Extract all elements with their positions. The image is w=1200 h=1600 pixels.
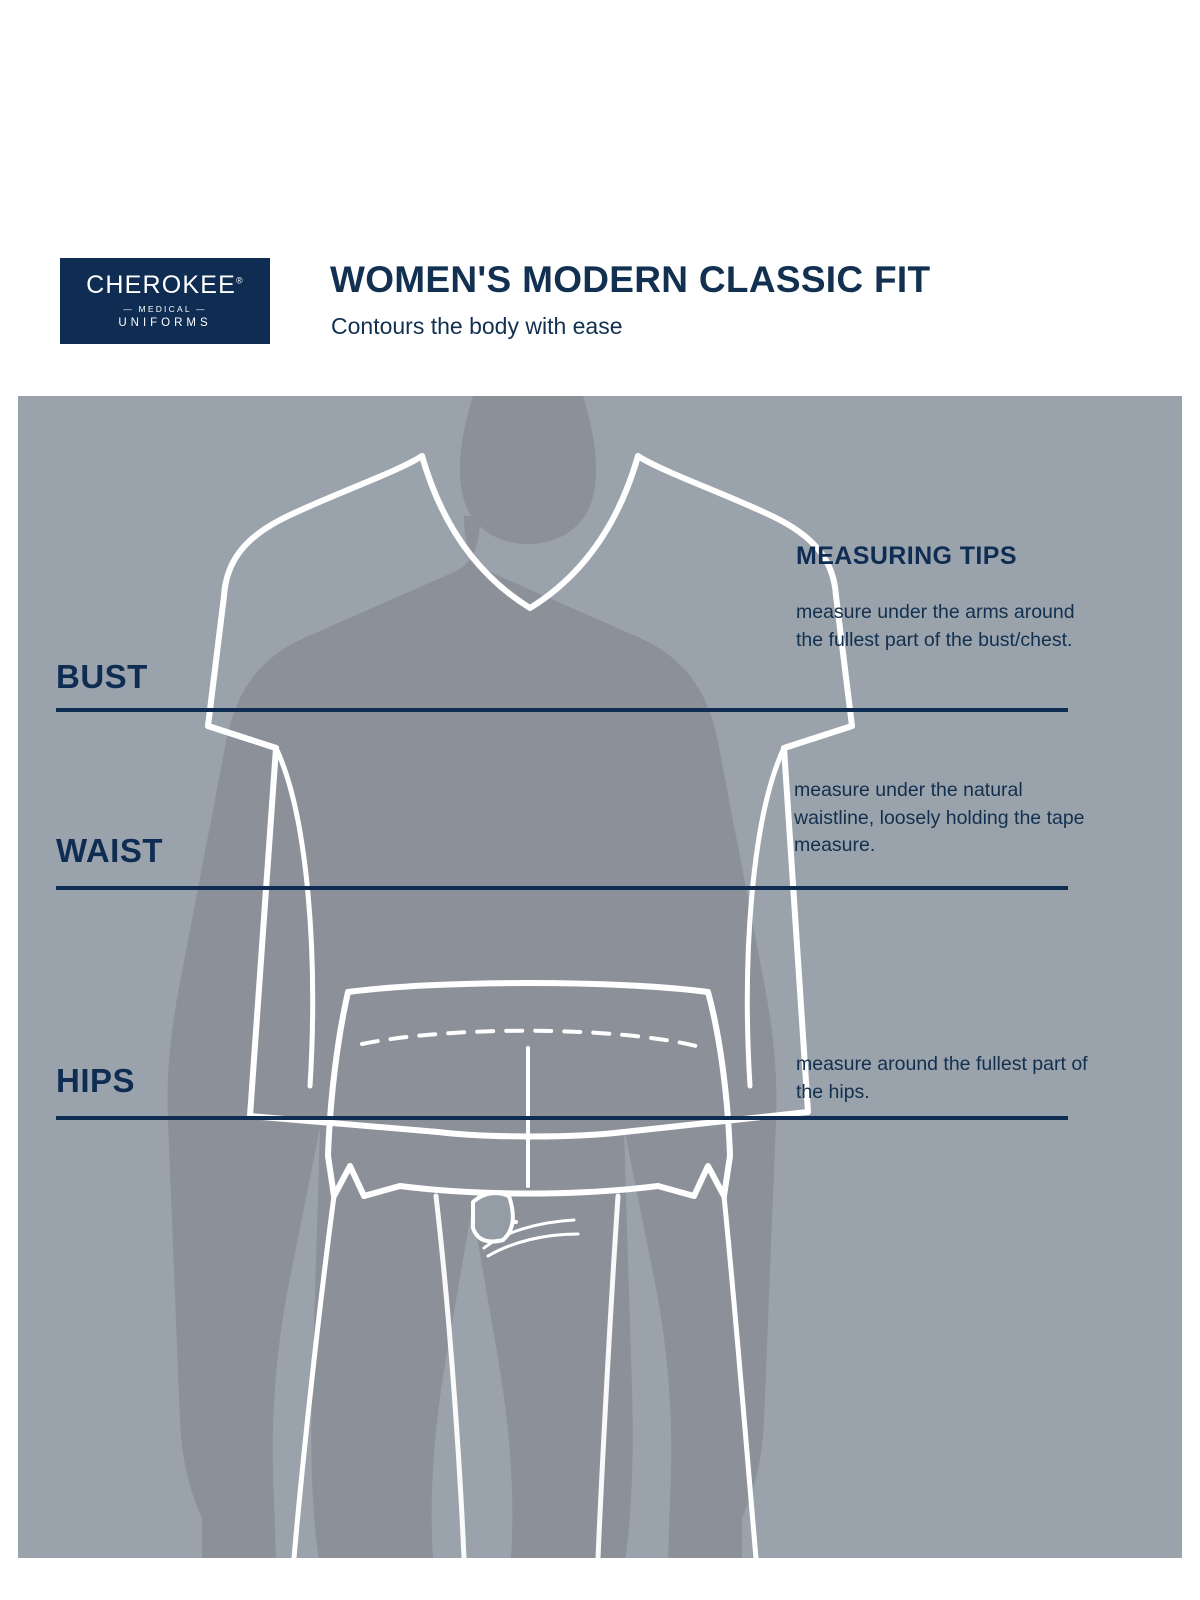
measuring-tips-heading: MEASURING TIPS xyxy=(796,542,1017,570)
page-subtitle: Contours the body with ease xyxy=(331,313,623,339)
registered-mark: ® xyxy=(236,275,244,286)
tip-waist: measure under the natural waistline, loosely holding the tape measure. xyxy=(794,779,1085,857)
brand-line-medical: — MEDICAL — xyxy=(123,303,207,314)
hips-line xyxy=(56,1116,1068,1120)
brand-name xyxy=(86,270,244,299)
brand-line-uniforms: UNIFORMS xyxy=(118,317,212,329)
hips-label: HIPS xyxy=(56,1062,136,1099)
tip-hips: measure around the fullest part of the hips. xyxy=(796,1053,1088,1103)
brand-logo xyxy=(57,255,273,347)
bust-line xyxy=(56,708,1068,712)
waist-label: WAIST xyxy=(56,832,163,869)
bust-label: BUST xyxy=(56,658,148,695)
diagram-panel xyxy=(18,396,1182,1558)
brand-name-text: CHEROKEE xyxy=(86,270,237,299)
page-title: WOMEN'S MODERN CLASSIC FIT xyxy=(330,259,931,300)
waist-line xyxy=(56,886,1068,890)
header xyxy=(0,240,1200,400)
tip-bust: measure under the arms around the fullest part of the bust/chest. xyxy=(796,601,1075,651)
